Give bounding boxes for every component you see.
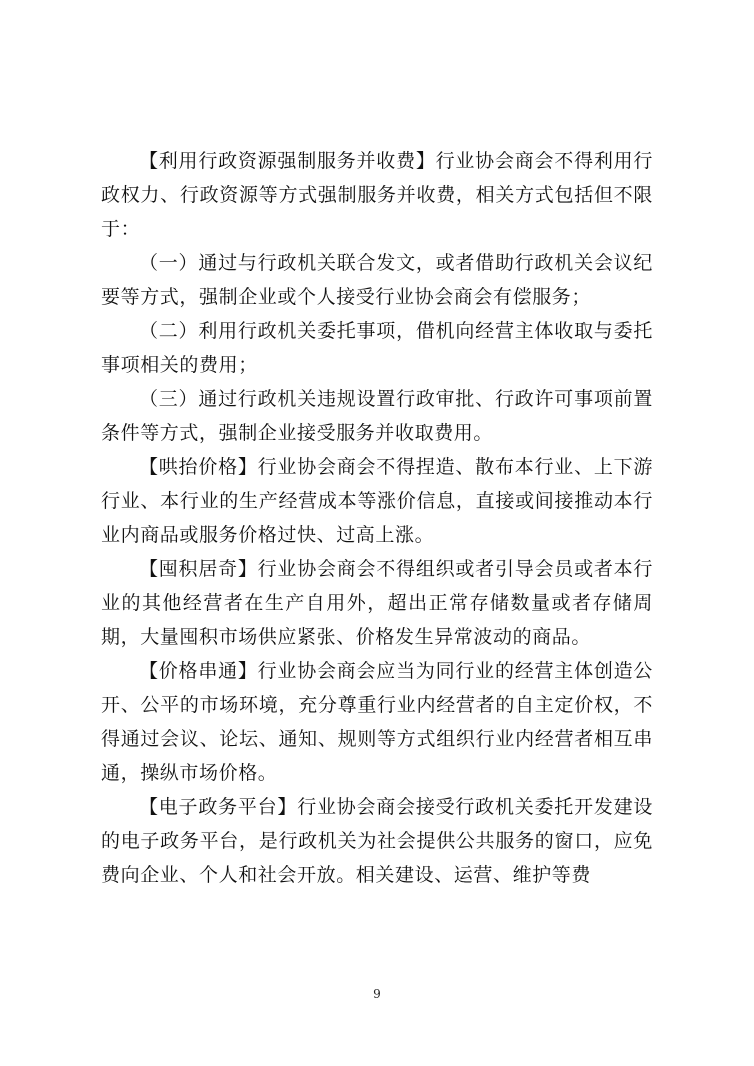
paragraph-e-government-platform: 【电子政务平台】行业协会商会接受行政机关委托开发建设的电子政务平台，是行政机关为社会提供公共服务的窗口，应免费向企业、个人和社会开放。相关建设、运营、维护等费 (101, 796, 653, 886)
paragraph-price-collusion: 【价格串通】行业协会商会应当为同行业的经营主体创造公开、公平的市场环境，充分尊重行业内经营者的自主定价权，不得通过会议、论坛、通知、规则等方式组织行业内经营者相互串通，操纵市场价格。 (101, 660, 653, 784)
paragraph-item-one: （一）通过与行政机关联合发文，或者借助行政机关会议纪要等方式，强制企业或个人接受行业协会商会有偿服务； (101, 252, 653, 308)
document-body (101, 144, 653, 892)
paragraph-administrative-resources: 【利用行政资源强制服务并收费】行业协会商会不得利用行政权力、行政资源等方式强制服务并收费，相关方式包括但不限于： (101, 150, 653, 240)
paragraph-item-three: （三）通过行政机关违规设置行政审批、行政许可事项前置条件等方式，强制企业接受服务并收取费用。 (101, 388, 653, 444)
paragraph-item-two: （二）利用行政机关委托事项，借机向经营主体收取与委托事项相关的费用； (101, 320, 653, 376)
paragraph-price-gouging: 【哄抬价格】行业协会商会不得捏造、散布本行业、上下游行业、本行业的生产经营成本等涨价信息，直接或间接推动本行业内商品或服务价格过快、过高上涨。 (101, 456, 653, 546)
paragraph-hoarding: 【囤积居奇】行业协会商会不得组织或者引导会员或者本行业的其他经营者在生产自用外，超出正常存储数量或者存储周期，大量囤积市场供应紧张、价格发生异常波动的商品。 (101, 558, 653, 648)
page-number: 9 (373, 987, 381, 1001)
